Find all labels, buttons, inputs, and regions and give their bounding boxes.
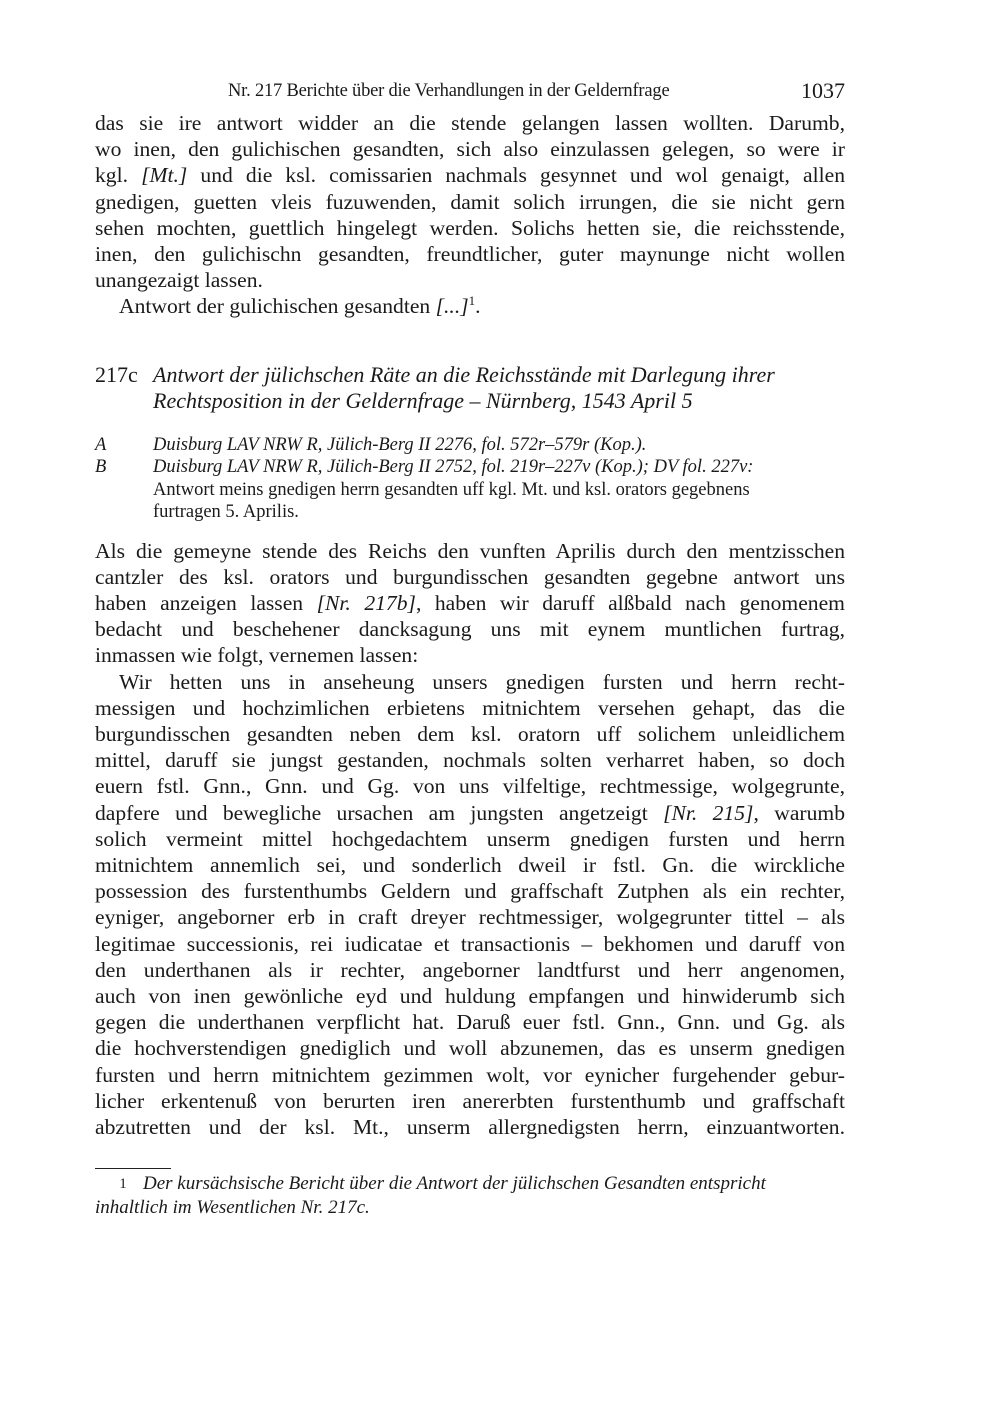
page-header <box>95 78 845 110</box>
paragraph-2 <box>95 669 845 1141</box>
source-list <box>95 434 845 524</box>
editorial-omission: [...] <box>435 294 469 319</box>
editorial-insertion: [Mt.] <box>141 163 188 188</box>
title-line: Rechtsposition in der Geldernfrage – Nürnberg, 1543 April 5 <box>153 387 693 413</box>
footnote <box>95 1172 845 1220</box>
text-line: Wir hetten uns in anseheung unsers gnedigen fursten und herrn recht- <box>119 669 845 694</box>
footnote-text: Der kursächsische Bericht über die Antwort der jülichschen Gesandten entspricht <box>143 1173 766 1195</box>
text-run: Antwort der gulichischen gesandten <box>119 294 436 319</box>
text-line: die hochverstendigen gnediglich und woll abzunemen, das es unserm gnedigen <box>95 1036 845 1061</box>
text-line: bedacht und beschehener dancksagung uns mit eynem muntlichen furtrag, <box>95 617 845 642</box>
text-line: inmassen wie folgt, vernemen lassen: <box>95 643 419 668</box>
text-line: Als die gemeyne stende des Reichs den vunften Aprilis durch den mentzisschen <box>95 538 845 563</box>
answer-line <box>95 293 845 319</box>
text-line: den underthanen als ir rechter, angeborner landtfurst und herr angenomen, <box>95 957 845 982</box>
text-line: fursten und herrn mitnichtem gezimmen wolt, vor eynicher furgehender gebur- <box>95 1062 845 1087</box>
source-citation: Duisburg LAV NRW R, Jülich-Berg II 2276, fol. 572r–579r (Kop.). <box>153 434 647 455</box>
text-line: possession des furstenthumbs Geldern und graffschaft Zutphen als ein rechter, <box>95 879 845 904</box>
footnote-line <box>95 1172 845 1196</box>
text-line: euern fstl. Gnn., Gnn. und Gg. von uns vilfeltige, rechtmessige, wolgegrunte, <box>95 774 845 799</box>
text-line: mitnichtem annemlich sei, und sonderlich dweil ir fstl. Gn. die wirckliche <box>95 853 845 878</box>
source-citation: Duisburg LAV NRW R, Jülich-Berg II 2752, fol. 219r–227v (Kop.); DV fol. 227v: <box>153 457 754 478</box>
text-line: sehen mochten, guettlich hingelegt werden. Solichs hetten sie, die reichsstende, <box>95 215 845 240</box>
footnote-number: 1 <box>119 1176 127 1193</box>
text-run: kgl. <box>95 163 142 188</box>
footnote-separator <box>95 1168 171 1169</box>
cross-reference: [Nr. 215] <box>663 800 754 825</box>
text-line: legitimae successionis, rei iudicatae et transactionis – bekhomen und daruff von <box>95 931 845 956</box>
cross-reference: [Nr. 217b] <box>316 591 416 616</box>
intro-paragraph <box>95 110 845 293</box>
source-entry <box>95 456 845 524</box>
text-line <box>95 162 845 188</box>
title-line: Antwort der jülichschen Räte an die Reichsstände mit Darlegung ihrer <box>153 361 775 387</box>
text-run: . <box>475 294 481 319</box>
running-title: Nr. 217 Berichte über die Verhandlungen in der Geldernfrage <box>228 81 670 101</box>
text-line <box>95 293 845 319</box>
text-line: inen, den gulichischn gesandten, freundtlicher, guter maynunge nicht wollen <box>95 242 845 267</box>
text-line: burgundisschen gesandten neben dem ksl. oratorn uff solichem unleidlichem <box>95 722 845 747</box>
text-line: gegen die underthanen verpflicht hat. Daruß euer fstl. Gnn., Gnn. und Gg. als <box>95 1010 845 1035</box>
text-line: eyniger, angeborner erb in craft dreyer rechtmessiger, wolgegrunter tittel – als <box>95 905 845 930</box>
text-line <box>95 590 845 616</box>
document-page <box>95 78 845 1220</box>
text-line <box>95 800 845 826</box>
text-line: gnedigen, guetten vleis fuzuwenden, damit solich irrungen, die sie nicht gern <box>95 189 845 214</box>
text-run: , haben wir daruff alßbald nach genomenem <box>415 591 845 616</box>
text-line: mittel, daruff sie jungst gestanden, nochmals solten verharret haben, so doch <box>95 748 845 773</box>
text-line: unangezaigt lassen. <box>95 268 263 293</box>
text-line: licher erkentenuß von berurten iren anererbten furstenthumb und graffschaft <box>95 1088 845 1113</box>
source-siglum: B <box>95 457 107 478</box>
text-run: und die ksl. comissarien nachmals gesynnet und wol genaigt, allen <box>187 163 845 188</box>
text-line: abzutretten und der ksl. Mt., unserm allergnedigsten herrn, einzuantworten. <box>95 1115 845 1140</box>
text-line: wo inen, den gulichischen gesandten, sich also einzulassen gelegen, so were ir <box>95 137 845 162</box>
text-line: messigen und hochzimlichen erbietens mitnichtem versehen gehapt, das die <box>95 695 845 720</box>
source-note: Antwort meins gnedigen herrn gesandten uff kgl. Mt. und ksl. orators gegebnens <box>153 479 750 500</box>
page-number: 1037 <box>801 78 845 103</box>
footnote-reference[interactable]: 1 <box>468 293 476 309</box>
source-entry <box>95 434 845 457</box>
text-line: cantzler des ksl. orators und burgundisschen gesandten gegebne antwort uns <box>95 564 845 589</box>
text-run: haben anzeigen lassen <box>95 591 317 616</box>
document-number: 217c <box>95 361 138 387</box>
footnote-line: inhaltlich im Wesentlichen Nr. 217c. <box>95 1197 370 1219</box>
source-siglum: A <box>95 434 107 455</box>
text-run: , warumb <box>753 800 845 825</box>
text-run: dapfere und bewegliche ursachen am jungsten angetzeigt <box>95 800 664 825</box>
text-line: das sie ire antwort widder an die stende gelangen lassen wollten. Darumb, <box>95 111 845 135</box>
text-line: solich vermeint mittel hochgedachtem unserm gnedigen fursten und herrn <box>95 826 845 851</box>
text-line: auch von inen gewönliche eyd und huldung empfangen und hinwiderumb sich <box>95 984 845 1009</box>
paragraph-1 <box>95 538 845 669</box>
source-note: furtragen 5. Aprilis. <box>153 502 299 523</box>
document-title <box>153 362 845 414</box>
document-heading <box>95 362 845 414</box>
